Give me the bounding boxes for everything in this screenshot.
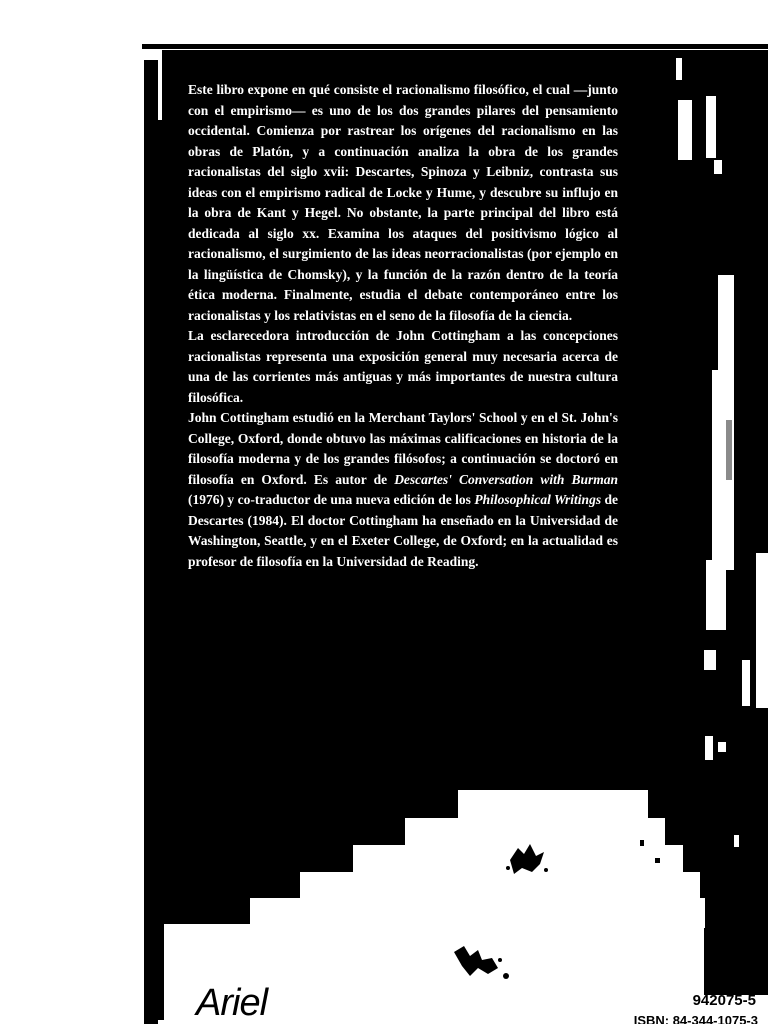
photo-speck	[734, 835, 739, 847]
photo-speck	[718, 742, 726, 752]
catalog-code: 942075-5	[692, 992, 756, 1009]
author-bio-text: (1976) y co-traductor de una nueva edición de los	[188, 492, 471, 507]
photo-speck	[714, 160, 722, 174]
photo-speck	[686, 872, 696, 900]
book-title-descartes-conversation: Descartes' Conversation with Burman	[394, 471, 618, 487]
left-spine-strip	[144, 60, 158, 1024]
photo-speck	[678, 100, 692, 160]
book-title-philosophical-writings: Philosophical Writings	[474, 492, 602, 507]
photo-speck	[742, 660, 750, 706]
photo-speck	[676, 58, 682, 80]
bottom-right-dark-area	[700, 915, 768, 995]
photo-speck	[718, 275, 734, 370]
author-bio-text: John Cottingham estudió en la Merchant Taylors' School y en el St. John's College, Oxford, donde obtuvo las máximas calificaciones en historia de la filosofía moderna y de los grandes filósofos; a continuación se doctoró en filosofía en Oxford. Es autor de	[188, 410, 618, 487]
ink-blot	[448, 938, 518, 988]
blurb-paragraph-summary: Este libro expone en qué consiste el racionalismo filosófico, el cual —junto con el empirismo— es uno de los dos grandes pilares del pensamiento occidental. Comienza por rastrear los orígenes del racionalismo en las obras de Platón, y a continuación analiza la obra de los grandes racionalistas del siglo xvii: Descartes, Spinoza y Leibniz, contrasta sus ideas con el empirismo radical de Locke y Hume, y descubre su influjo en la obra de Kant y Hegel. No obstante, la parte principal del libro está dedicada al siglo xx. Examina los ataques del positivismo lógico al racionalismo, el surgimiento de las ideas neorracionalistas (por ejemplo en la lingüística de Chomsky), y la función de la razón dentro de la teoría ética moderna. Finalmente, estudia el debate contemporáneo entre los racionalistas y los relativistas en el seno de la filosofía de la ciencia.	[188, 82, 618, 323]
publisher-logo-ariel: Ariel	[196, 982, 268, 1024]
photo-speck	[706, 560, 726, 630]
ink-blot	[500, 838, 550, 878]
back-cover-blurb	[188, 80, 618, 572]
left-spine-strip-inner	[158, 120, 164, 1020]
top-edge-rule	[142, 44, 768, 49]
photo-speck	[705, 736, 713, 760]
blurb-paragraph-author-bio	[188, 408, 618, 572]
ink-speck	[640, 840, 644, 846]
photo-edge-highlight	[756, 553, 768, 708]
blurb-paragraph-introduction: La esclarecedora introducción de John Cottingham a las concepciones racionalistas representa una exposición general muy necesaria acerca de una de las corrientes más antiguas y más importantes de nuestra cultura filosófica.	[188, 328, 618, 405]
photo-speck	[706, 96, 716, 158]
ink-speck	[655, 858, 660, 863]
author-bio-text: de Descartes (1984). El doctor Cottingham ha enseñado en la Universidad de Washington, Seattle, y en el Exeter College, de Oxford; en la actualidad es profesor de filosofía en la Universidad de Reading.	[188, 492, 619, 569]
photo-speck	[726, 420, 732, 480]
isbn-number: ISBN: 84-344-1075-3	[633, 1013, 758, 1024]
photo-speck	[704, 650, 716, 670]
